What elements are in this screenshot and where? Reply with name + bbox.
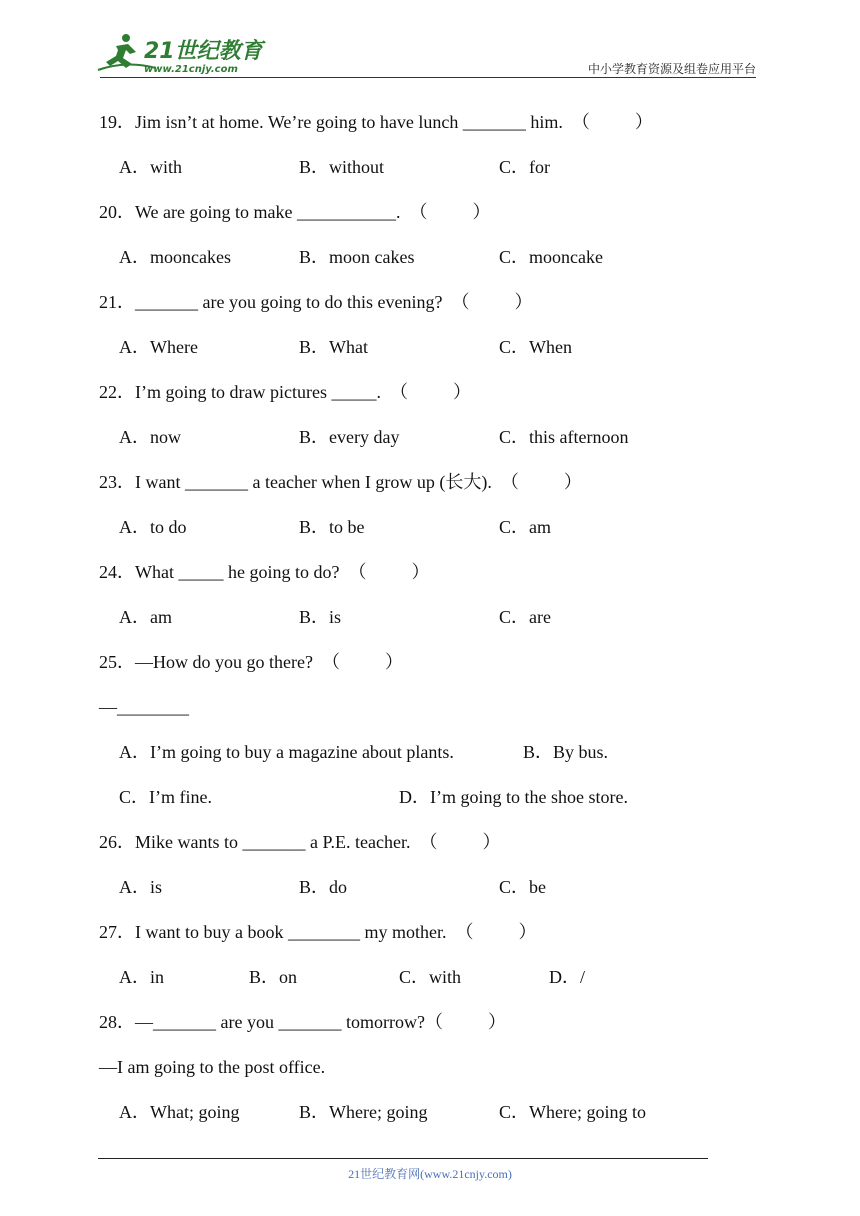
question-28-option-a[interactable]: A．What; going (119, 1102, 240, 1122)
question-25-option-b[interactable]: B．By bus. (523, 742, 609, 762)
question-19-option-c[interactable]: C．for (499, 157, 550, 177)
question-20-stem: 20．We are going to make ___________. （ ） (99, 202, 491, 222)
question-21-stem: 21．_______ are you going to do this evening? （ ） (99, 292, 533, 312)
question-26-option-b[interactable]: B．do (299, 877, 348, 897)
question-26-stem: 26．Mike wants to _______ a P.E. teacher. （ ） (99, 832, 501, 852)
page-header (96, 30, 756, 78)
question-25-option-d[interactable]: D．I’m going to the shoe store. (399, 787, 628, 807)
question-28-answer-line: —I am going to the post office. (99, 1057, 326, 1077)
logo-url: www.21cnjy.com (144, 64, 238, 75)
question-22-option-b[interactable]: B．every day (299, 427, 400, 447)
question-27-stem: 27．I want to buy a book ________ my mother. （ ） (99, 922, 537, 942)
logo-text: 21世纪教育 (144, 39, 263, 64)
question-22-stem: 22．I’m going to draw pictures _____. （ ） (99, 382, 471, 402)
question-21-option-b[interactable]: B．What (299, 337, 368, 357)
question-20-option-b[interactable]: B．moon cakes (299, 247, 415, 267)
question-19-stem: 19．Jim isn’t at home. We’re going to have lunch _______ him. （ ） (99, 112, 653, 132)
question-22-option-c[interactable]: C．this afternoon (499, 427, 629, 447)
question-25-answer-line: —________ (99, 697, 189, 717)
footer-divider (98, 1158, 708, 1159)
question-24-option-c[interactable]: C．are (499, 607, 551, 627)
question-21-option-c[interactable]: C．When (499, 337, 572, 357)
question-24-option-b[interactable]: B．is (299, 607, 342, 627)
question-20-option-c[interactable]: C．mooncake (499, 247, 603, 267)
logo (96, 30, 276, 76)
question-23-option-c[interactable]: C．am (499, 517, 551, 537)
question-28-option-b[interactable]: B．Where; going (299, 1102, 428, 1122)
question-28-stem: 28．—_______ are you _______ tomorrow?（ ） (99, 1012, 506, 1032)
question-22-option-a[interactable]: A．now (119, 427, 181, 447)
question-27-option-b[interactable]: B．on (249, 967, 298, 987)
question-23-option-b[interactable]: B．to be (299, 517, 365, 537)
question-25-stem: 25．—How do you go there? （ ） (99, 652, 403, 672)
question-24-stem: 24．What _____ he going to do? （ ） (99, 562, 430, 582)
question-26-option-a[interactable]: A．is (119, 877, 163, 897)
question-26-option-c[interactable]: C．be (499, 877, 546, 897)
question-27-option-d[interactable]: D．/ (549, 967, 585, 987)
question-23-stem: 23．I want _______ a teacher when I grow up (长大). （ ） (99, 472, 582, 492)
header-divider (100, 77, 756, 78)
question-20-option-a[interactable]: A．mooncakes (119, 247, 231, 267)
question-23-option-a[interactable]: A．to do (119, 517, 187, 537)
question-25-option-a[interactable]: A．I’m going to buy a magazine about plants. (119, 742, 454, 762)
question-19-option-a[interactable]: A．with (119, 157, 182, 177)
question-21-option-a[interactable]: A．Where (119, 337, 198, 357)
question-27-option-a[interactable]: A．in (119, 967, 164, 987)
question-27-option-c[interactable]: C．with (399, 967, 462, 987)
question-28-option-c[interactable]: C．Where; going to (499, 1102, 646, 1122)
question-24-option-a[interactable]: A．am (119, 607, 172, 627)
header-platform-text: 中小学教育资源及组卷应用平台 (587, 62, 756, 76)
question-25-option-c[interactable]: C．I’m fine. (119, 787, 212, 807)
footer-site-link[interactable]: 21世纪教育网(www.21cnjy.com) (348, 1167, 512, 1181)
question-19-option-b[interactable]: B．without (299, 157, 385, 177)
